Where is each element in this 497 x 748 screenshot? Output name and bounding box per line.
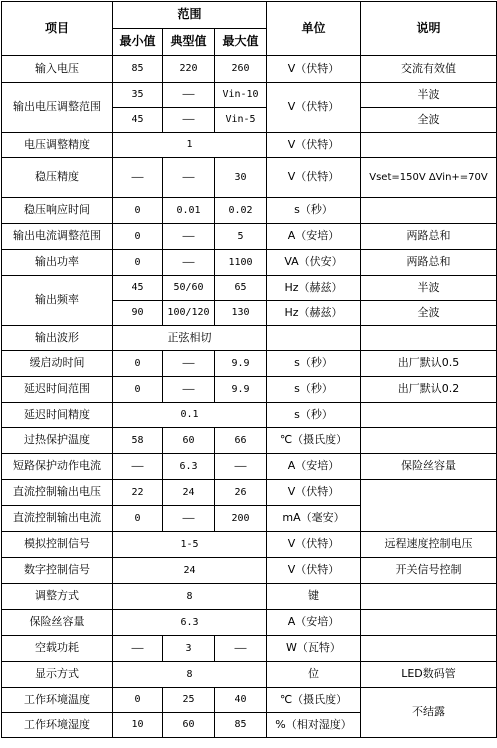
table-row (2, 428, 497, 454)
row-min: 0 (113, 506, 163, 532)
row-unit: V（伏特） (267, 532, 361, 558)
row-typ: 220 (163, 56, 215, 83)
row-note: 出厂默认0.2 (361, 377, 497, 403)
row-unit: V（伏特） (267, 83, 361, 133)
row-min: 35 (113, 83, 163, 108)
row-unit: s（秒） (267, 198, 361, 224)
row-min: —— (113, 636, 163, 662)
row-name: 稳压响应时间 (2, 198, 113, 224)
row-max: 0.02 (215, 198, 267, 224)
row-note: 全波 (361, 301, 497, 326)
row-max: 30 (215, 158, 267, 198)
row-typ: 50/60 (163, 276, 215, 301)
table-row (2, 688, 497, 713)
row-name: 输出频率 (2, 276, 113, 326)
row-min: 22 (113, 480, 163, 506)
row-unit (267, 326, 361, 351)
row-name: 缓启动时间 (2, 351, 113, 377)
row-name: 工作环境温度 (2, 688, 113, 713)
row-min: 85 (113, 56, 163, 83)
row-note (361, 133, 497, 158)
row-merged-value: 6.3 (113, 610, 267, 636)
row-typ: 60 (163, 428, 215, 454)
row-typ: 25 (163, 688, 215, 713)
row-max: 9.9 (215, 351, 267, 377)
row-note: 两路总和 (361, 224, 497, 250)
table-row (2, 610, 497, 636)
row-unit: A（安培） (267, 454, 361, 480)
row-name: 模拟控制信号 (2, 532, 113, 558)
row-min: —— (113, 454, 163, 480)
row-unit: V（伏特） (267, 56, 361, 83)
row-unit: A（安培） (267, 224, 361, 250)
row-note: 不结露 (361, 688, 497, 738)
row-max: 130 (215, 301, 267, 326)
row-max: 26 (215, 480, 267, 506)
table-row (2, 198, 497, 224)
row-typ: 3 (163, 636, 215, 662)
row-typ: —— (163, 108, 215, 133)
row-name: 过热保护温度 (2, 428, 113, 454)
row-name: 稳压精度 (2, 158, 113, 198)
row-unit: %（相对湿度） (267, 713, 361, 738)
table-row (2, 480, 497, 506)
row-name: 调整方式 (2, 584, 113, 610)
row-note: 交流有效值 (361, 56, 497, 83)
row-unit: V（伏特） (267, 480, 361, 506)
table-row (2, 158, 497, 198)
row-name: 输入电压 (2, 56, 113, 83)
row-note: 半波 (361, 276, 497, 301)
row-note (361, 428, 497, 454)
row-min: 45 (113, 108, 163, 133)
spec-table (1, 1, 497, 738)
row-min: 0 (113, 224, 163, 250)
row-max: 200 (215, 506, 267, 532)
row-typ: 100/120 (163, 301, 215, 326)
table-row (2, 83, 497, 108)
row-typ: —— (163, 250, 215, 276)
row-unit: 键 (267, 584, 361, 610)
header-typ: 典型值 (163, 29, 215, 56)
row-note (361, 610, 497, 636)
row-min: 0 (113, 250, 163, 276)
row-unit: W（瓦特） (267, 636, 361, 662)
row-name: 延迟时间精度 (2, 403, 113, 428)
table-row (2, 276, 497, 301)
row-min: 0 (113, 688, 163, 713)
row-note: LED数码管 (361, 662, 497, 688)
row-name: 直流控制输出电压 (2, 480, 113, 506)
row-merged-value: 正弦相切 (113, 326, 267, 351)
row-name: 延迟时间范围 (2, 377, 113, 403)
row-unit: ℃（摄氏度） (267, 688, 361, 713)
table-row (2, 56, 497, 83)
row-name: 显示方式 (2, 662, 113, 688)
row-max: —— (215, 636, 267, 662)
row-typ: —— (163, 224, 215, 250)
row-typ: —— (163, 506, 215, 532)
row-typ: 24 (163, 480, 215, 506)
row-name: 输出波形 (2, 326, 113, 351)
row-unit: ℃（摄氏度） (267, 428, 361, 454)
row-name: 输出功率 (2, 250, 113, 276)
table-row (2, 326, 497, 351)
row-unit: A（安培） (267, 610, 361, 636)
row-typ: —— (163, 83, 215, 108)
row-max: 66 (215, 428, 267, 454)
table-row (2, 133, 497, 158)
row-name: 输出电流调整范围 (2, 224, 113, 250)
row-note (361, 326, 497, 351)
row-max: 85 (215, 713, 267, 738)
row-typ: 60 (163, 713, 215, 738)
row-min: 10 (113, 713, 163, 738)
row-note (361, 198, 497, 224)
row-max: 5 (215, 224, 267, 250)
row-max: 9.9 (215, 377, 267, 403)
row-max: Vin-10 (215, 83, 267, 108)
row-note (361, 480, 497, 532)
table-row (2, 532, 497, 558)
row-min: —— (113, 158, 163, 198)
row-merged-value: 8 (113, 662, 267, 688)
row-name: 数字控制信号 (2, 558, 113, 584)
row-max: 260 (215, 56, 267, 83)
header-note: 说明 (361, 2, 497, 56)
row-min: 45 (113, 276, 163, 301)
header-unit: 单位 (267, 2, 361, 56)
row-unit: V（伏特） (267, 133, 361, 158)
row-min: 90 (113, 301, 163, 326)
row-note: 开关信号控制 (361, 558, 497, 584)
row-name: 保险丝容量 (2, 610, 113, 636)
row-unit: Hz（赫兹） (267, 276, 361, 301)
table-row (2, 224, 497, 250)
row-note: Vset=150V ΔVin+=70V (361, 158, 497, 198)
row-max: Vin-5 (215, 108, 267, 133)
row-note: 远程速度控制电压 (361, 532, 497, 558)
header-min: 最小值 (113, 29, 163, 56)
row-merged-value: 1 (113, 133, 267, 158)
row-min: 0 (113, 351, 163, 377)
row-name: 直流控制输出电流 (2, 506, 113, 532)
row-typ: —— (163, 351, 215, 377)
row-typ: —— (163, 158, 215, 198)
table-row (2, 351, 497, 377)
row-min: 58 (113, 428, 163, 454)
row-name: 工作环境湿度 (2, 713, 113, 738)
row-unit: Hz（赫兹） (267, 301, 361, 326)
row-note: 两路总和 (361, 250, 497, 276)
header-max: 最大值 (215, 29, 267, 56)
row-unit: mA（毫安） (267, 506, 361, 532)
row-name: 短路保护动作电流 (2, 454, 113, 480)
table-row (2, 584, 497, 610)
row-min: 0 (113, 377, 163, 403)
row-note: 半波 (361, 83, 497, 108)
row-note: 保险丝容量 (361, 454, 497, 480)
row-note (361, 636, 497, 662)
row-typ: 6.3 (163, 454, 215, 480)
row-unit: VA（伏安） (267, 250, 361, 276)
row-note: 全波 (361, 108, 497, 133)
row-note (361, 584, 497, 610)
row-unit: s（秒） (267, 377, 361, 403)
row-unit: V（伏特） (267, 558, 361, 584)
table-row (2, 636, 497, 662)
header-range: 范围 (113, 2, 267, 29)
row-name: 空载功耗 (2, 636, 113, 662)
table-row (2, 403, 497, 428)
row-unit: 位 (267, 662, 361, 688)
row-min: 0 (113, 198, 163, 224)
row-merged-value: 8 (113, 584, 267, 610)
table-row (2, 558, 497, 584)
row-max: 40 (215, 688, 267, 713)
row-unit: V（伏特） (267, 158, 361, 198)
table-row (2, 662, 497, 688)
row-unit: s（秒） (267, 351, 361, 377)
table-row (2, 454, 497, 480)
row-name: 输出电压调整范围 (2, 83, 113, 133)
row-max: 65 (215, 276, 267, 301)
row-note (361, 403, 497, 428)
row-typ: —— (163, 377, 215, 403)
row-typ: 0.01 (163, 198, 215, 224)
row-note: 出厂默认0.5 (361, 351, 497, 377)
row-merged-value: 1-5 (113, 532, 267, 558)
row-max: —— (215, 454, 267, 480)
row-name: 电压调整精度 (2, 133, 113, 158)
table-row (2, 250, 497, 276)
row-merged-value: 24 (113, 558, 267, 584)
row-merged-value: 0.1 (113, 403, 267, 428)
row-unit: s（秒） (267, 403, 361, 428)
table-row (2, 377, 497, 403)
header-item: 项目 (2, 2, 113, 56)
row-max: 1100 (215, 250, 267, 276)
